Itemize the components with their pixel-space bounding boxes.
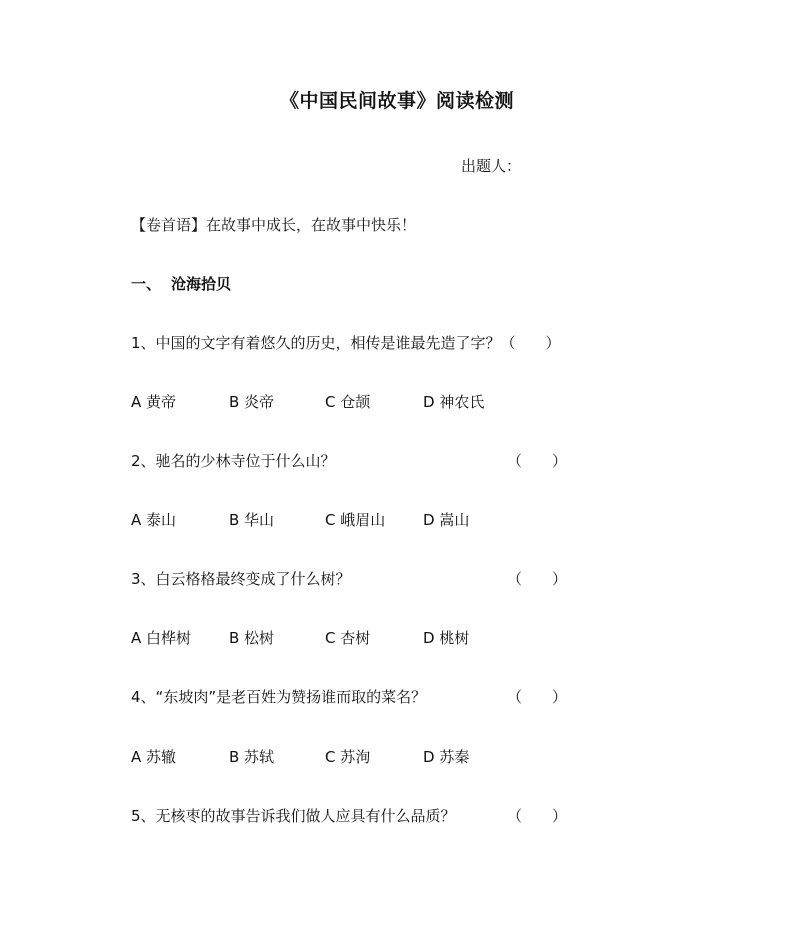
option: A 白桦树 bbox=[131, 629, 192, 647]
option: C 仓颉 bbox=[325, 393, 371, 411]
question-text: 3、白云格格最终变成了什么树？ bbox=[131, 570, 351, 588]
answer-blank: （ ） bbox=[507, 807, 568, 825]
section-number: 一、 bbox=[131, 275, 162, 293]
section-title: 沧海拾贝 bbox=[171, 275, 232, 293]
question-text: 1、中国的文字有着悠久的历史，相传是谁最先造了字？（ ） bbox=[131, 334, 561, 352]
question-text: 5、无核枣的故事告诉我们做人应具有什么品质？ bbox=[131, 807, 456, 825]
question-text: 2、驰名的少林寺位于什么山？ bbox=[131, 452, 336, 470]
option: C 苏洵 bbox=[325, 748, 371, 766]
intro-text: 【卷首语】在故事中成长，在故事中快乐！ bbox=[131, 216, 417, 234]
option: B 苏轼 bbox=[229, 748, 275, 766]
option: B 松树 bbox=[229, 629, 275, 647]
answer-blank: （ ） bbox=[507, 452, 568, 470]
option: A 黄帝 bbox=[131, 393, 177, 411]
option: B 华山 bbox=[229, 511, 275, 529]
answer-blank: （ ） bbox=[507, 570, 568, 588]
option: B 炎帝 bbox=[229, 393, 275, 411]
page-title: 《中国民间故事》阅读检测 bbox=[279, 90, 514, 112]
option: A 泰山 bbox=[131, 511, 177, 529]
option: D 苏秦 bbox=[423, 748, 470, 766]
option: A 苏辙 bbox=[131, 748, 177, 766]
option: C 杏树 bbox=[325, 629, 371, 647]
option: D 桃树 bbox=[423, 629, 470, 647]
author-label: 出题人： bbox=[461, 157, 522, 175]
option: C 峨眉山 bbox=[325, 511, 386, 529]
question-text: 4、“东坡肉”是老百姓为赞扬谁而取的菜名？ bbox=[131, 688, 427, 706]
section-heading bbox=[131, 273, 231, 294]
option: D 神农氏 bbox=[423, 393, 485, 411]
answer-blank: （ ） bbox=[507, 688, 568, 706]
option: D 嵩山 bbox=[423, 511, 470, 529]
